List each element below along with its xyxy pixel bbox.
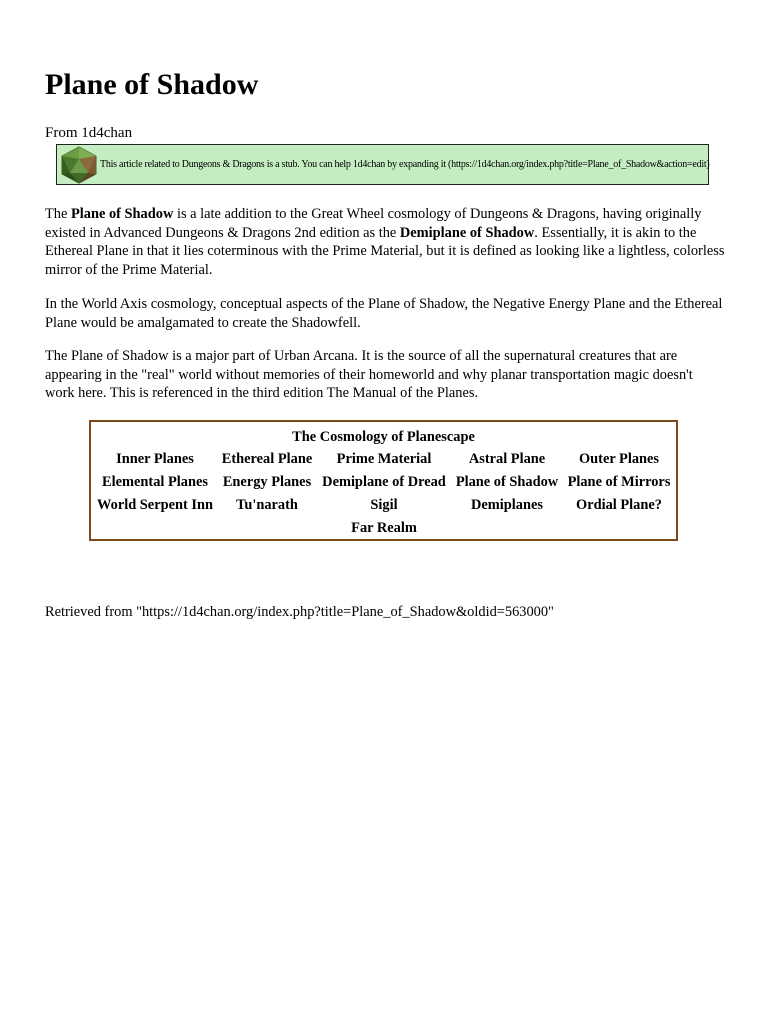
navbox-link[interactable]: Plane of Shadow [455,474,559,490]
navbox-link[interactable]: World Serpent Inn [97,497,213,513]
retrieved-from: Retrieved from "https://1d4chan.org/index.php?title=Plane_of_Shadow&oldid=563000" [45,604,554,620]
navbox-row [91,495,676,515]
site-subtitle: From 1d4chan [45,125,133,141]
bold-term: Plane of Shadow [70,206,174,222]
cosmology-navbox [89,420,678,541]
navbox-link[interactable]: Far Realm [351,520,417,536]
navbox-link[interactable]: Outer Planes [578,451,660,467]
navbox-link[interactable]: Sigil [370,497,398,513]
navbox-link[interactable]: Demiplanes [471,497,543,513]
navbox-link[interactable]: Tu'narath [236,497,298,513]
page-title: Plane of Shadow [45,68,259,101]
navbox-title[interactable]: The Cosmology of Planescape [292,429,475,445]
navbox-row [91,518,676,538]
paragraph-intro [45,205,725,279]
bold-term: Demiplane of Shadow [399,224,535,241]
navbox-link[interactable]: Demiplane of Dread [322,474,446,490]
navbox-link[interactable]: Elemental Planes [102,474,208,490]
text: . Essentially, it is akin to the Ethereal Plane in that it lies coterminous with the Prime Material, but it is defined as looking like a lightless, colorless mirror of the Prime Material. [45,224,725,278]
navbox-link[interactable]: Ordial Plane? [576,497,662,513]
navbox-row [91,472,676,492]
navbox-row [91,449,676,469]
text: The [45,206,71,222]
paragraph-world-axis: In the World Axis cosmology, conceptual aspects of the Plane of Shadow, the Negative Energy Plane and the Ethereal Plane would be amalgamated to create the Shadowfell. [45,296,723,331]
navbox-link[interactable]: Astral Plane [468,451,546,467]
stub-notice [56,144,709,185]
paragraph-urban-arcana: The Plane of Shadow is a major part of Urban Arcana. It is the source of all the supernatural creatures that are appearing in the "real" world without memories of their homeworld and why planar transportation magic doesn't work here. This is referenced in the third edition The Manual of the Planes. [45,348,693,401]
navbox-link[interactable]: Prime Material [336,451,432,467]
stub-text: This article related to Dungeons & Dragons is a stub. You can help 1d4chan by expanding it (https://1d4chan.org/index.php?title=Plane_of_Shadow&action=edit) [100,158,710,170]
d20-icon [59,145,99,185]
navbox-link[interactable]: Plane of Mirrors [567,474,671,490]
navbox-link[interactable]: Energy Planes [222,474,312,490]
navbox-link[interactable]: Inner Planes [116,451,194,467]
text: is a late addition to the Great Wheel cosmology of Dungeons & Dragons, having originally existed in Advanced Dungeons & Dragons 2nd edition as the [45,206,702,241]
navbox-link[interactable]: Ethereal Plane [221,451,313,467]
